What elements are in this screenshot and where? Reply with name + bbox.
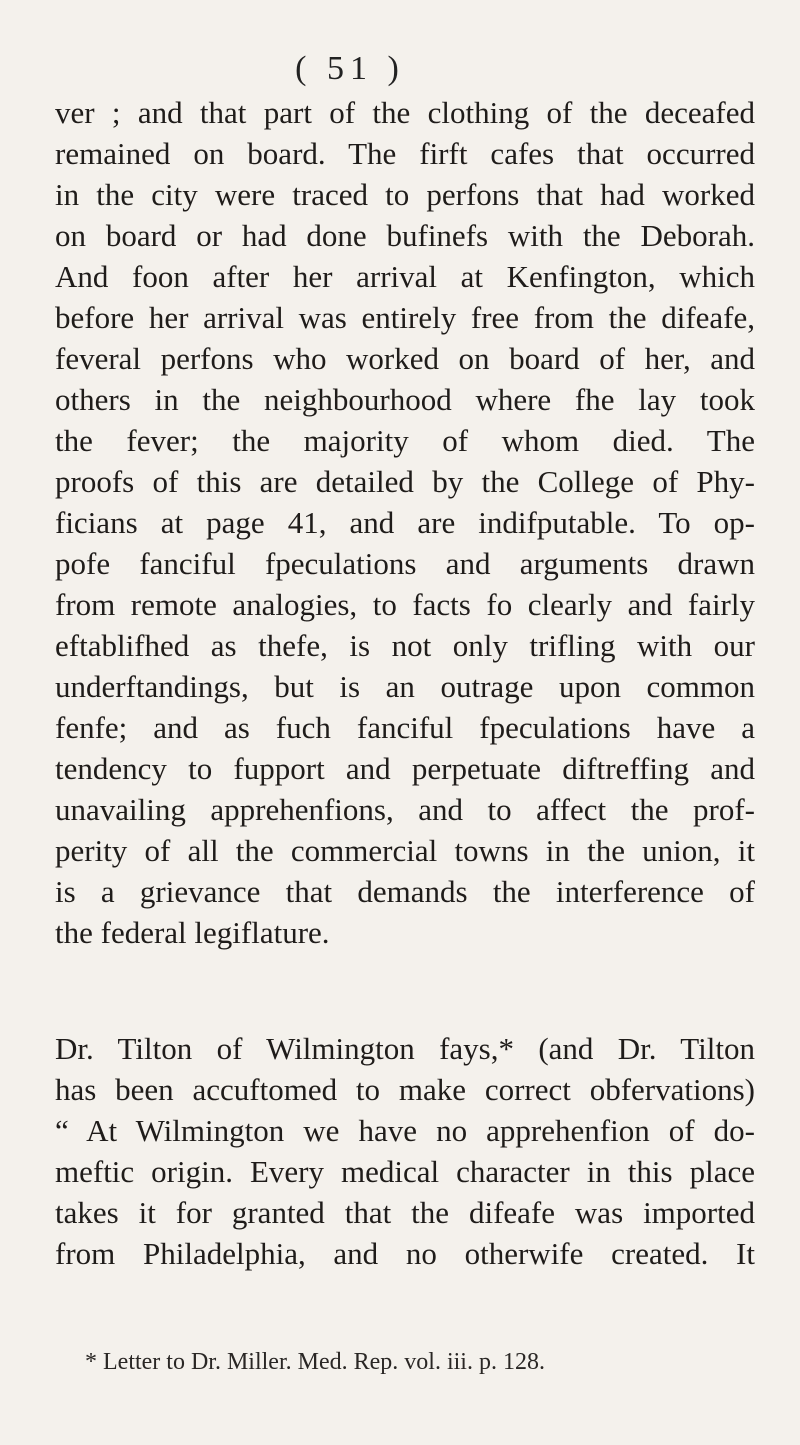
text-line: pofe fanciful fpeculations and arguments drawn: [55, 546, 755, 581]
text-line: “ At Wilmington we have no apprehenfion of do-: [55, 1113, 755, 1148]
text-line: unavailing apprehenfions, and to affect the prof-: [55, 792, 755, 827]
text-line: proofs of this are detailed by the College of Phy-: [55, 464, 755, 499]
page-number: ( 51 ): [295, 50, 405, 87]
text-line: from remote analogies, to facts fo clearly and fairly: [55, 587, 755, 622]
text-line: from Philadelphia, and no otherwife created. It: [55, 1236, 755, 1271]
text-line: before her arrival was entirely free from the difeafe,: [55, 300, 755, 335]
text-line: the fever; the majority of whom died. The: [55, 423, 755, 458]
paragraph-1: [55, 92, 755, 953]
footnote: * Letter to Dr. Miller. Med. Rep. vol. iii. p. 128.: [85, 1349, 545, 1375]
text-line: in the city were traced to perfons that had worked: [55, 177, 755, 212]
text-line: And foon after her arrival at Kenfington, which: [55, 259, 755, 294]
text-line: eftablifhed as thefe, is not only trifling with our: [55, 628, 755, 663]
text-line: perity of all the commercial towns in the union, it: [55, 833, 755, 868]
text-line: meftic origin. Every medical character in this place: [55, 1154, 755, 1189]
text-line: ver ; and that part of the clothing of the deceafed: [55, 95, 755, 130]
text-line: is a grievance that demands the interference of: [55, 874, 755, 909]
text-line: fenfe; and as fuch fanciful fpeculations have a: [55, 710, 755, 745]
text-line: Dr. Tilton of Wilmington fays,* (and Dr. Tilton: [55, 1031, 755, 1066]
text-line: remained on board. The firft cafes that occurred: [55, 136, 755, 171]
text-line: on board or had done bufinefs with the Deborah.: [55, 218, 755, 253]
text-line: ficians at page 41, and are indifputable. To op-: [55, 505, 755, 540]
text-line: the federal legiflature.: [55, 915, 330, 950]
text-line: tendency to fupport and perpetuate diftreffing and: [55, 751, 755, 786]
text-line: underftandings, but is an outrage upon common: [55, 669, 755, 704]
text-line: takes it for granted that the difeafe was imported: [55, 1195, 755, 1230]
paragraph-2: [55, 1028, 755, 1274]
text-line: feveral perfons who worked on board of her, and: [55, 341, 755, 376]
text-line: others in the neighbourhood where fhe lay took: [55, 382, 755, 417]
text-line: has been accuftomed to make correct obfervations): [55, 1072, 755, 1107]
